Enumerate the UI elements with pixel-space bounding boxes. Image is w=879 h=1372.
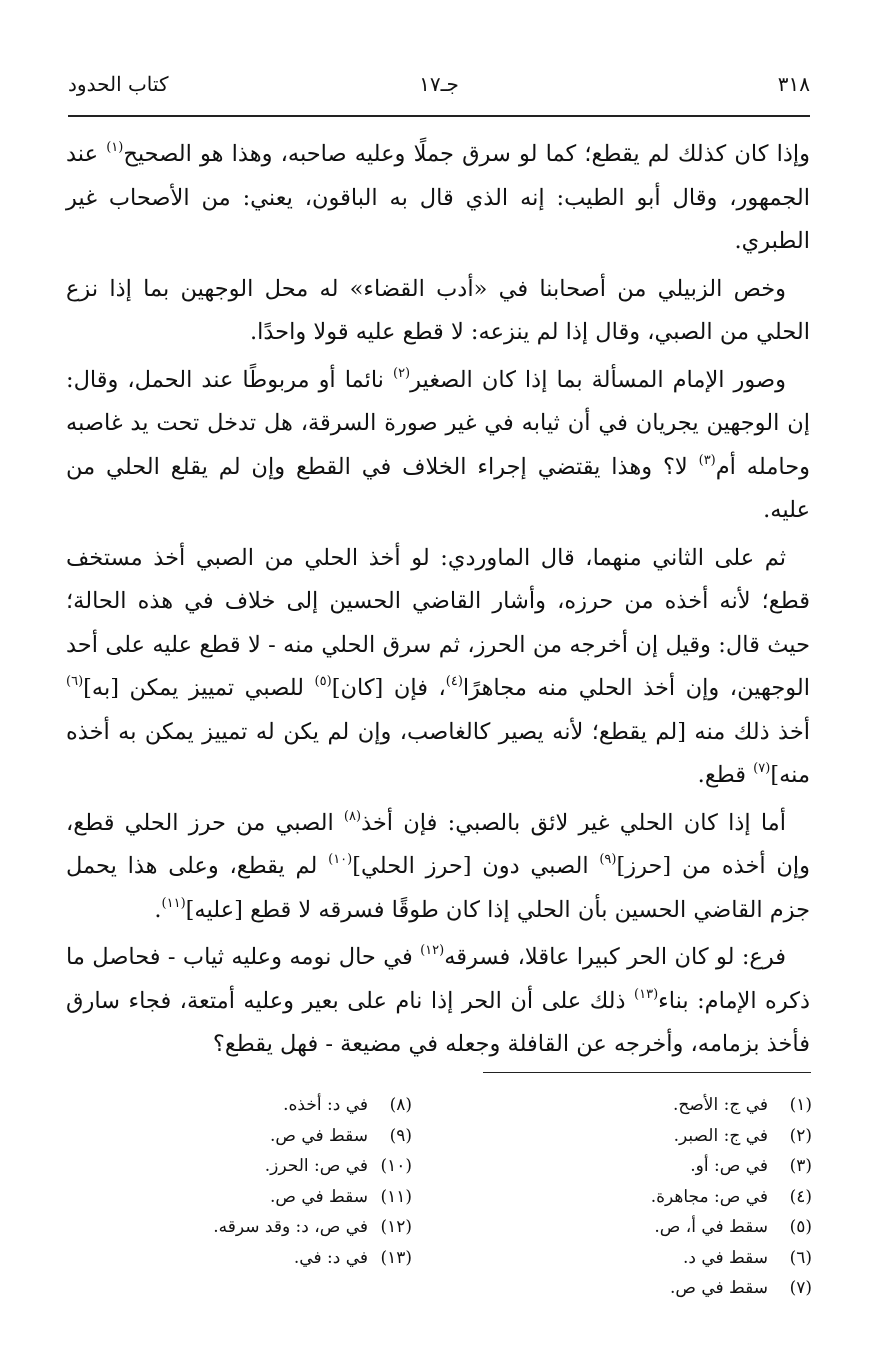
footnote-item — [213, 1182, 412, 1213]
footnote-text: في ص: مجاهرة. — [650, 1186, 768, 1207]
text-run: فرع: لو كان الحر كبيرا عاقلا، فسرقه — [444, 944, 786, 970]
footnotes-right-column — [651, 1090, 812, 1304]
volume-label: جـ١٧ — [419, 72, 459, 96]
paragraph — [66, 936, 810, 1067]
main-text — [66, 133, 810, 1071]
footnote-marker: (٤) — [445, 674, 463, 689]
footnote-item — [651, 1121, 812, 1152]
footnote-item — [651, 1182, 812, 1213]
footnote-text: في ص: أو. — [690, 1156, 768, 1176]
footnote-marker: (٥) — [314, 674, 332, 689]
footnote-text: سقط في ص. — [669, 1278, 768, 1298]
footnote-marker: (١) — [106, 140, 124, 155]
footnote-marker: (٦) — [66, 674, 84, 689]
footnote-marker: (٣) — [698, 452, 716, 468]
book-title: كتاب الحدود — [68, 72, 169, 96]
footnote-number: (١) — [789, 1095, 812, 1115]
footnote-number: (٩) — [389, 1125, 412, 1146]
text-run: . — [154, 896, 162, 923]
footnote-item — [651, 1090, 812, 1121]
footnotes-left-column — [213, 1090, 412, 1273]
footnote-item — [651, 1151, 812, 1182]
text-run: أخذ ذلك منه [لم يقطع؛ لأنه يصير كالغاصب، وإن لم يكن له تمييز يمكن به أخذه منه] — [66, 718, 810, 788]
footnote-number: (٨) — [389, 1095, 412, 1115]
footnote-number: (١١) — [380, 1186, 412, 1207]
footnote-text: سقط في ص. — [269, 1186, 368, 1207]
footnote-item — [651, 1243, 812, 1274]
footnote-item — [213, 1243, 412, 1274]
paragraph — [66, 133, 810, 264]
footnote-text: في ج: الأصح. — [672, 1095, 768, 1115]
text-run: ثم على الثاني منهما، قال الماوردي: لو أخذ الحلي من الصبي أخذ مستخف قطع؛ لأنه أخذه من حرزه، وأشار القاضي الحسين إلى خلاف في هذه الحالة؛ حيث قال: وقيل إن أخرجه من الحرز، ثم سرق الحلي منه - لا قطع عليه على أحد الوجهين، وإن أخذ الحلي منه مجاهرًا — [66, 544, 810, 701]
footnote-item — [213, 1212, 412, 1243]
footnote-number: (٣) — [789, 1156, 812, 1176]
text-run: وإذا كان كذلك لم يقطع؛ كما لو سرق جملًا وعليه صاحبه، وهذا هو الصحيح — [123, 141, 810, 167]
text-run: وصور الإمام المسألة بما إذا كان الصغير — [410, 366, 787, 393]
footnote-number: (٦) — [789, 1247, 812, 1268]
text-run: نائما أو مربوطًا عند الحمل، وقال: إن الوجهين يجريان في أن ثيابه في غير صورة السرقة، هل تدخل تحت يد غاصبه وحامله أم — [66, 366, 811, 480]
footnote-marker: (٧) — [753, 761, 771, 776]
footnote-text: سقط في ص. — [269, 1125, 368, 1146]
text-run: الصبي من حرز الحلي قطع، وإن أخذه من [حرز] — [66, 809, 810, 879]
header-rule — [68, 115, 810, 117]
footnote-item — [651, 1212, 812, 1243]
footnote-item — [213, 1090, 412, 1121]
text-run: لا؟ وهذا يقتضي إجراء الخلاف في القطع وإن لم يقلع الحلي من عليه. — [66, 453, 810, 523]
footnote-marker: (٨) — [343, 808, 362, 824]
footnote-text: في ص، د: وقد سرقه. — [213, 1217, 368, 1237]
text-run: عند الجمهور، وقال أبو الطيب: إنه الذي قال به الباقون، يعني: من الأصحاب غير الطبري. — [66, 141, 810, 254]
footnote-marker: (١٢) — [420, 943, 445, 958]
footnote-text: في د: أخذه. — [283, 1095, 368, 1115]
footnote-marker: (١٣) — [634, 986, 659, 1002]
paragraph — [66, 268, 810, 355]
paragraph — [66, 802, 810, 933]
footnote-text: في د: في. — [293, 1247, 368, 1268]
text-run: قطع. — [697, 762, 754, 788]
footnote-text: سقط في د. — [682, 1247, 768, 1268]
text-run: ، فإن [كان] — [331, 675, 446, 701]
footnote-number: (٢) — [789, 1125, 812, 1146]
footnote-number: (١٣) — [380, 1247, 412, 1268]
footnote-marker: (٩) — [599, 852, 617, 867]
text-run: الصبي دون [حرز الحلي] — [352, 853, 600, 879]
footnote-text: سقط في أ، ص. — [654, 1217, 768, 1237]
footnote-item — [651, 1273, 812, 1304]
footnote-number: (٥) — [789, 1217, 812, 1237]
text-run: في حال نومه وعليه ثياب - فحاصل ما ذكره الإمام: بناء — [66, 944, 810, 1014]
footnote-text: في ج: الصبر. — [673, 1125, 768, 1146]
page-number: ٣١٨ — [777, 72, 810, 96]
footnote-marker: (١١) — [161, 895, 186, 911]
text-run: أما إذا كان الحلي غير لائق بالصبي: فإن أخذ — [361, 809, 786, 836]
paragraph — [66, 537, 810, 798]
footnote-rule — [483, 1072, 811, 1073]
footnote-item — [213, 1121, 412, 1152]
footnote-number: (٤) — [789, 1186, 812, 1207]
text-run: وخص الزبيلي من أصحابنا في «أدب القضاء» له محل الوجهين بما إذا نزع الحلي من الصبي، وقال إذا لم ينزعه: لا قطع عليه قولا واحدًا. — [66, 275, 810, 345]
footnote-number: (١٠) — [380, 1156, 412, 1176]
footnote-marker: (٢) — [392, 365, 411, 381]
footnote-item — [213, 1151, 412, 1182]
footnote-marker: (١٠) — [328, 852, 353, 867]
footnote-number: (١٢) — [380, 1217, 412, 1237]
running-header — [68, 66, 810, 106]
paragraph — [66, 359, 810, 533]
text-run: ذلك على أن الحر إذا نام على بعير وعليه أمتعة، فجاء سارق فأخذ بزمامه، وأخرجه عن القافلة وجعله في مضيعة - فهل يقطع؟ — [66, 987, 810, 1057]
footnote-text: في ص: الحرز. — [264, 1156, 368, 1176]
footnote-number: (٧) — [789, 1278, 812, 1298]
text-run: للصبي تمييز يمكن [به] — [83, 675, 315, 701]
text-run: لم يقطع، وعلى هذا يحمل جزم القاضي الحسين بأن الحلي إذا كان طوقًا فسرقه لا قطع [عليه] — [66, 853, 810, 923]
